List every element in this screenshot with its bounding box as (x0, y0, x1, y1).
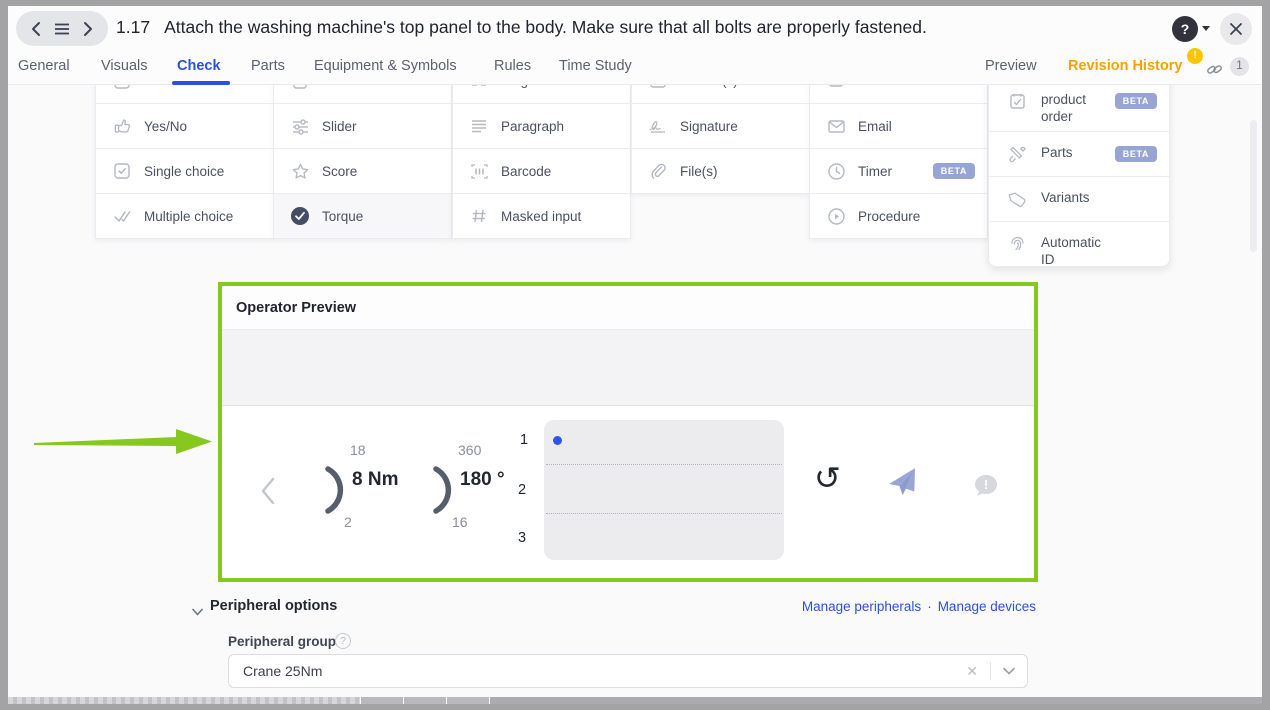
beta-badge: BETA (1115, 146, 1157, 162)
step-number-2: 2 (518, 482, 527, 498)
panel-item-label: Variants (1041, 190, 1090, 205)
vertical-scrollbar[interactable] (1250, 120, 1257, 252)
check-type-label: Yes/No (144, 118, 188, 134)
tab-parts[interactable]: Parts (251, 58, 285, 74)
panel-item-product-order[interactable] (989, 79, 1169, 131)
issue-bubble-icon[interactable] (972, 472, 1000, 505)
angle-lower-limit: 16 (452, 514, 468, 530)
double-check-icon (112, 206, 132, 226)
tab-visuals[interactable]: Visuals (101, 58, 148, 74)
paragraph-lines-icon (469, 116, 489, 136)
peripheral-group-value: Crane 25Nm (243, 663, 323, 679)
clipboard-check-icon (1007, 91, 1027, 111)
svg-text:!: ! (983, 477, 989, 492)
panel-item-automatic-id[interactable] (989, 221, 1169, 266)
tab-general[interactable]: General (18, 58, 70, 74)
check-type-torque[interactable] (274, 193, 451, 238)
check-type-barcode[interactable] (453, 148, 630, 193)
sliders-icon (290, 116, 310, 136)
tag-icon (1007, 189, 1027, 209)
panel-item-variants[interactable] (989, 176, 1169, 221)
clock-icon (826, 161, 846, 181)
section-collapse-chevron-icon[interactable] (192, 603, 203, 621)
close-button[interactable] (1220, 13, 1252, 45)
panel-item-label: product order (1041, 92, 1087, 124)
send-paper-plane-icon[interactable] (886, 466, 920, 505)
link-count-badge: 1 (1230, 57, 1249, 76)
help-caret-icon (1202, 26, 1210, 31)
check-grid-column-2 (273, 58, 452, 239)
thumbs-up-icon (112, 116, 132, 136)
paperclip-icon (648, 161, 668, 181)
check-type-email[interactable] (810, 103, 987, 148)
beta-badge: BETA (933, 163, 975, 179)
next-step-icon[interactable] (83, 21, 94, 37)
tab-rules[interactable]: Rules (494, 58, 532, 74)
tab-bar (8, 52, 1262, 85)
green-annotation-arrow (34, 426, 216, 463)
fingerprint-icon (1007, 234, 1027, 254)
beta-badge: BETA (1115, 93, 1157, 109)
clipped-next-section (8, 697, 1262, 704)
clear-selection-icon[interactable]: ✕ (966, 662, 978, 679)
check-type-label: Masked input (501, 208, 582, 224)
tools-icon (1007, 144, 1027, 164)
check-type-label: File(s) (680, 163, 718, 179)
torque-selected-icon (290, 206, 310, 226)
check-type-signature[interactable] (632, 103, 809, 148)
clipped-table-row (490, 697, 1262, 704)
step-editor-modal (8, 6, 1262, 704)
active-step-dot (553, 436, 562, 445)
title-bar (8, 6, 1262, 52)
envelope-icon (826, 116, 846, 136)
previous-step-icon[interactable] (30, 21, 41, 37)
check-type-label: Score (322, 163, 358, 179)
check-type-label: Paragraph (501, 118, 565, 134)
check-grid-column-1 (95, 58, 274, 239)
torque-lower-limit: 2 (344, 514, 352, 530)
operator-preview-title: Operator Preview (236, 299, 357, 316)
panel-item-label: Automatic ID (1041, 235, 1102, 267)
torque-upper-limit: 18 (350, 442, 366, 458)
signature-icon (648, 116, 668, 136)
revision-warning-badge: ! (1187, 48, 1203, 64)
active-tab-underline (172, 81, 230, 85)
peripheral-group-label: Peripheral group (228, 634, 337, 649)
check-grid-column-3 (452, 58, 631, 239)
tab-check[interactable]: Check (177, 58, 221, 74)
operator-preview-content (222, 406, 1034, 578)
check-type-procedure[interactable] (810, 193, 987, 238)
check-type-single-choice[interactable] (96, 148, 273, 193)
star-icon (290, 161, 310, 181)
check-type-paragraph[interactable] (453, 103, 630, 148)
torque-target-value: 8 Nm (352, 469, 399, 490)
play-circle-icon (826, 206, 846, 226)
link-icon[interactable] (1206, 61, 1223, 83)
gauge-arc-icon (322, 464, 348, 521)
preview-prev-chevron-icon[interactable] (260, 476, 276, 511)
operator-preview-panel (218, 282, 1038, 582)
clipped-dashed-cell (8, 697, 360, 704)
step-navigation (16, 11, 108, 46)
check-type-label: Barcode (501, 163, 552, 179)
check-type-label: Multiple choice (144, 208, 234, 224)
operator-preview-header (222, 286, 1034, 330)
clipped-table-cells (360, 697, 490, 704)
barcode-icon (469, 161, 489, 181)
peripheral-group-select[interactable] (228, 654, 1028, 688)
check-type-label: Signature (680, 118, 738, 134)
step-title (116, 17, 927, 38)
check-type-timer[interactable] (810, 148, 987, 193)
tab-time-study[interactable]: Time Study (559, 58, 632, 74)
step-title-text: Attach the washing machine's top panel to the body. Make sure that all bolts are properly fastened. (164, 17, 927, 37)
manage-devices-link[interactable]: Manage devices (937, 599, 1036, 614)
torque-gauge (322, 442, 426, 538)
check-type-label: Procedure (858, 208, 921, 224)
check-type-multiple-choice[interactable] (96, 193, 273, 238)
add-element-panel (988, 78, 1170, 267)
help-menu-button[interactable]: ? (1172, 16, 1198, 42)
check-type-label: Slider (322, 118, 357, 134)
check-grid-column-5 (809, 58, 988, 239)
hash-icon (469, 206, 489, 226)
undo-icon[interactable]: ↺ (814, 459, 841, 497)
peripheral-options-title: Peripheral options (210, 598, 338, 614)
panel-item-label: Parts (1041, 145, 1073, 160)
check-type-label: Email (858, 118, 892, 134)
checked-box-icon (112, 161, 132, 181)
step-list-menu-icon[interactable] (54, 22, 70, 36)
step-number-3: 3 (518, 530, 527, 546)
check-type-label: Timer (858, 163, 892, 179)
tab-equipment-symbols[interactable]: Equipment & Symbols (314, 58, 457, 74)
check-type-slider[interactable] (274, 103, 451, 148)
angle-upper-limit: 360 (458, 442, 482, 458)
bolt-steps-list[interactable] (544, 420, 784, 560)
step-number: 1.17 (116, 17, 151, 37)
gauge-arc-icon (430, 464, 456, 521)
step-divider (546, 464, 782, 465)
angle-target-value: 180 ° (460, 469, 505, 490)
peripheral-links (802, 599, 1036, 614)
link-separator: · (927, 599, 932, 614)
tab-preview[interactable]: Preview (985, 58, 1037, 74)
help-circle-icon[interactable]: ? (335, 633, 351, 649)
operator-preview-instruction-area (222, 330, 1034, 406)
step-number-1: 1 (520, 432, 529, 448)
select-chevron-down-icon[interactable] (991, 667, 1027, 675)
check-type-label: Torque (322, 208, 364, 224)
check-type-score[interactable] (274, 148, 451, 193)
check-type-files[interactable] (632, 148, 809, 193)
step-divider (546, 513, 782, 514)
manage-peripherals-link[interactable]: Manage peripherals (801, 599, 922, 614)
check-type-masked-input[interactable] (453, 193, 630, 238)
panel-item-parts[interactable] (989, 131, 1169, 176)
check-type-label: Single choice (144, 163, 225, 179)
tab-revision-history[interactable]: Revision History (1068, 58, 1183, 74)
check-type-yes-no[interactable] (96, 103, 273, 148)
